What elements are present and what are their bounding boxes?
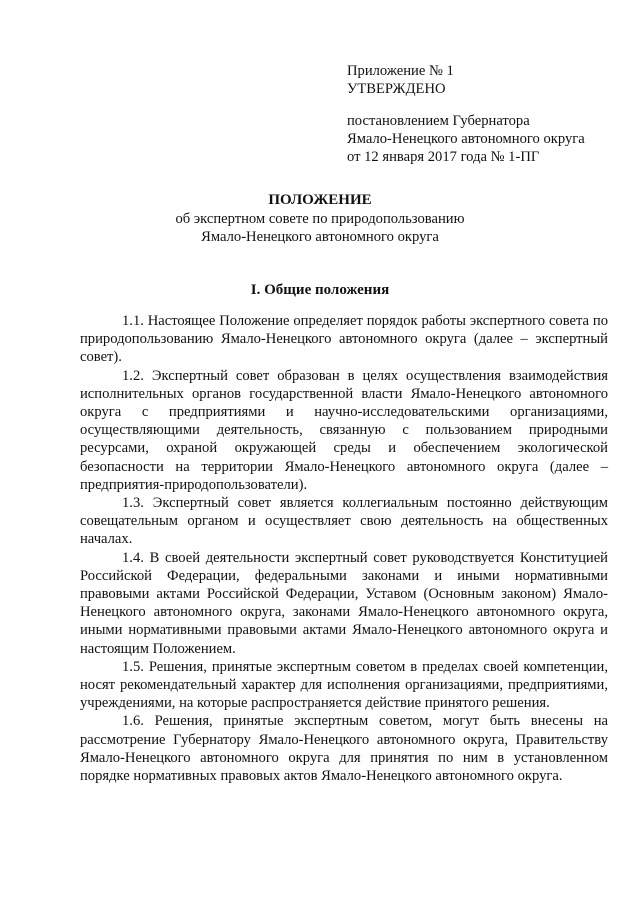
approval-line-3: от 12 января 2017 года № 1-ПГ [347,149,540,165]
paragraph-1-6: 1.6. Решения, принятые экспертным советом, могут быть внесены на рассмотрение Губернатору Ямало-Ненецкого автономного округа, Правительству Ямало-Ненецкого автономного округа для принятия по ним в установленном порядке нормативных правовых актов Ямало-Ненецкого автономного округа. [80,713,608,785]
paragraph-1-4: 1.4. В своей деятельности экспертный совет руководствуется Конституцией Российской Федерации, федеральными законами и иными нормативными правовыми актами Российской Федерации, Уставом (Основным законом) Ямало-Ненецкого автономного округа, законами Ямало-Ненецкого автономного округа, иными нормативными правовыми актами Ямало-Ненецкого автономного округа и настоящим Положением. [80,549,608,657]
paragraph-1-3: 1.3. Экспертный совет является коллегиальным постоянно действующим совещательным органом и осуществляет свою деятельность на общественных началах. [80,495,608,548]
paragraph-1-5: 1.5. Решения, принятые экспертным советом в пределах своей компетенции, носят рекомендательный характер для исполнения организациями, предприятиями, учреждениями, на которые распространяется действие принятого решения. [80,658,608,712]
document-body [80,312,608,785]
paragraph-1-1: 1.1. Настоящее Положение определяет порядок работы экспертного совета по природопользованию Ямало-Ненецкого автономного округа (далее – экспертный совет). [80,313,608,366]
appendix-label: Приложение № 1 [347,63,454,79]
section-heading: I. Общие положения [250,282,390,298]
document-subtitle-1: об экспертном совете по природопользованию [175,211,465,227]
document-title: ПОЛОЖЕНИЕ [268,192,372,208]
approved-stamp: УТВЕРЖДЕНО [347,81,446,97]
approval-block [347,62,627,166]
paragraph-1-2: 1.2. Экспертный совет образован в целях осуществления взаимодействия исполнительных органов государственной власти Ямало-Ненецкого автономного округа с предприятиями и научно-исследовательскими организациями, осуществляющими деятельность, связанную с пользованием природными ресурсами, охраной окружающей среды и обеспечением экологической безопасности на территории Ямало-Ненецкого автономного округа (далее – предприятия-природопользователи). [80,367,608,493]
approval-line-2: Ямало-Ненецкого автономного округа [347,131,585,147]
document-subtitle-2: Ямало-Ненецкого автономного округа [201,229,439,245]
approval-line-1: постановлением Губернатора [347,113,530,129]
spacer [347,98,627,112]
